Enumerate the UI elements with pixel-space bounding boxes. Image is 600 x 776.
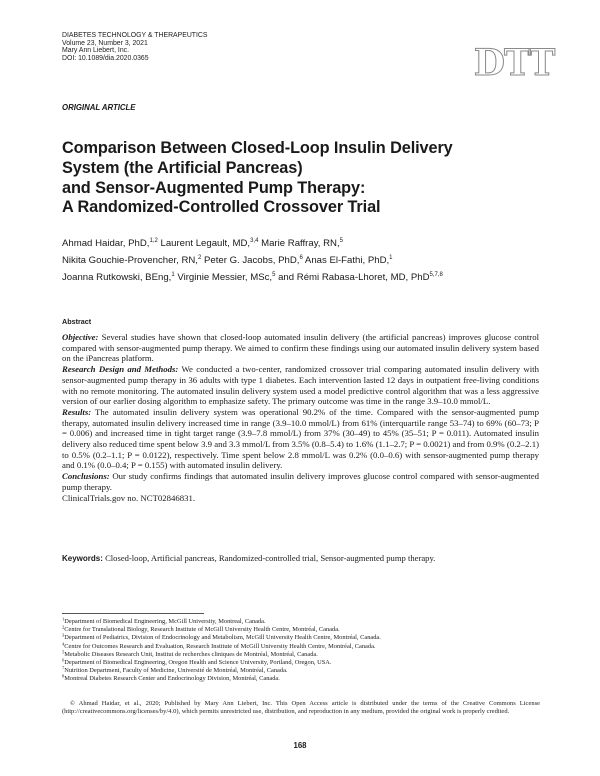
- affiliations: [62, 618, 542, 684]
- affiliation-item: $^3$Department of Pediatrics, Division of Endocrinology and Metabolism, McGill University Health Centre, Montréal, Canada.: [62, 632, 381, 642]
- keywords-label: Keywords:: [62, 554, 103, 563]
- trial-registration: ClinicalTrials.gov no. NCT02846831.: [62, 492, 196, 503]
- author-name: Virginie Messier, MSc,: [177, 271, 273, 283]
- footnote-divider: [62, 613, 204, 614]
- affiliation-item: $^2$Centre for Translational Biology, Research Institute of McGill University Health Centre, Montréal, Canada.: [62, 624, 340, 634]
- affiliation-item: $^1$Department of Biomedical Engineering, McGill University, Montreal, Canada.: [62, 616, 266, 625]
- author-name: Joanna Rutkowski, BEng,: [62, 271, 172, 283]
- title-line: Comparison Between Closed-Loop Insulin Delivery: [62, 139, 453, 157]
- title-line: and Sensor-Augmented Pump Therapy:: [62, 178, 366, 197]
- affiliation-item: $^7$Nutrition Department, Faculty of Medicine, Université de Montréal, Montréal, Canada.: [62, 665, 288, 675]
- design-text: We conducted a two-center, randomized crossover trial comparing automated insulin delivery with sensor-augmented pump therapy in 36 adults with type 1 diabetes. Each intervention lasted 12 days in outpatient free-living conditions with no remote monitoring. The automated insulin delivery system used a model predictive control algorithm that was a less aggressive version of our earlier dosing algorithm to emphasize safety. The primary outcome was time in the range 3.9–10.0 mmol/L.: [62, 364, 539, 407]
- conclusions-text: Our study confirms findings that automated insulin delivery improves glucose control compared with sensor-augmented pump therapy.: [62, 471, 539, 492]
- author-affiliation-ref: 5: [339, 238, 343, 244]
- author-name: Laurent Legault, MD,: [160, 238, 251, 249]
- design-label: Research Design and Methods:: [62, 364, 179, 375]
- abstract-design: [62, 364, 539, 407]
- author-line: [62, 253, 552, 270]
- author-line: [62, 270, 552, 287]
- abstract-heading: Abstract: [62, 317, 92, 326]
- affiliation-item: $^4$Centre for Outcomes Research and Evaluation, Research Institute of McGill University Health Centre, Montréal, Canada.: [62, 641, 376, 650]
- author-affiliation-ref: 5,7,8: [429, 271, 443, 278]
- author-name: Marie Raffray, RN,: [261, 238, 340, 249]
- conclusions-label: Conclusions:: [62, 471, 110, 482]
- author-list: [62, 236, 552, 286]
- author-affiliation-ref: 3,4: [250, 238, 259, 244]
- abstract-body: [62, 332, 539, 503]
- author-line: [62, 236, 552, 253]
- author-name: Ahmad Haidar, PhD,: [62, 238, 150, 249]
- abstract-conclusions: [62, 471, 539, 492]
- journal-volume: Volume 23, Number 3, 2021: [62, 39, 148, 47]
- author-affiliation-ref: 1: [171, 271, 175, 278]
- journal-header: [62, 32, 208, 62]
- keywords: [62, 553, 542, 563]
- article-title: [62, 139, 542, 218]
- journal-logo: [473, 42, 555, 84]
- abstract-results: [62, 407, 539, 471]
- affiliation-item: $^8$Montreal Diabetes Research Center and Endocrinology Division, Montréal, Canada.: [62, 673, 280, 683]
- author-affiliation-ref: 5: [272, 271, 276, 278]
- article-type-label: ORIGINAL ARTICLE: [62, 103, 136, 112]
- author-name: and Rémi Rabasa-Lhoret, MD, PhD: [278, 271, 430, 283]
- author-name: Nikita Gouchie-Provencher, RN,: [62, 254, 198, 266]
- author-affiliation-ref: 2: [197, 254, 202, 261]
- author-affiliation-ref: 1,2: [149, 238, 158, 244]
- author-affiliation-ref: 1: [389, 254, 393, 261]
- license-notice: © Ahmad Haidar, et al., 2020; Published by Mary Ann Liebert, Inc. This Open Access article is distributed under the terms of the Creative Commons License (http://creativecommons.org/licenses/by/4.0), which permits unrestricted use, distribution, and reproduction in any medium, provided the original work is properly credited.: [62, 700, 540, 716]
- article-doi: DOI: 10.1089/dia.2020.0365: [62, 54, 149, 62]
- page-number: 168: [293, 741, 307, 750]
- objective-text: Several studies have shown that closed-loop automated insulin delivery (the artificial pancreas) improves glucose control compared with sensor-augmented pump therapy. We aimed to confirm these findings using our automated insulin delivery system based on the iPancreas platform.: [62, 332, 540, 364]
- title-line: System (the Artificial Pancreas): [62, 158, 303, 177]
- objective-label: Objective:: [62, 332, 99, 342]
- affiliation-item: $^6$Department of Biomedical Engineering, Oregon Health and Science University, Portland, Oregon, USA.: [62, 657, 332, 667]
- journal-name: DIABETES TECHNOLOGY & THERAPEUTICS: [62, 32, 208, 39]
- author-affiliation-ref: 6: [299, 254, 303, 261]
- abstract-objective: [62, 332, 539, 364]
- keywords-text: Closed-loop, Artificial pancreas, Randomized-controlled trial, Sensor-augmented pump therapy.: [105, 553, 436, 563]
- results-label: Results:: [62, 406, 92, 417]
- title-line: A Randomized-Controlled Crossover Trial: [62, 198, 381, 217]
- results-text: The automated insulin delivery system was operational 90.2% of the time. Compared with the sensor-augmented pump therapy, automated insulin delivery increased time in range (3.9–10.0 mmol/L) from 61% (interquartile range 53–74) to 69% (60–73; P = 0.006) and increased time in tight target range (3.9–7.8 mmol/L) from 37% (30–49) to 45% (35–51; P = 0.011). Automated insulin delivery also reduced time spent below 3.9 and 3.3 mmol/L from 3.5% (0.8–5.4) to 1.6% (1.1–2.7; P = 0.0021) and from 0.9% (0.2–2.1) to 0.5% (0.2–1.1; P = 0.0122), respectively. Time spent below 2.8 mmol/L was 0.2% (0.0–0.6) with sensor-augmented pump therapy and 0.1% (0.0–0.4; P = 0.155) with automated insulin delivery.: [62, 406, 539, 471]
- author-name: Peter G. Jacobs, PhD,: [203, 254, 300, 266]
- author-name: Anas El-Fathi, PhD,: [304, 254, 390, 266]
- journal-publisher: Mary Ann Liebert, Inc.: [62, 47, 130, 55]
- affiliation-item: $^5$Metabolic Diseases Research Unit, Institut de recherches cliniques de Montréal, Montréal, Canada.: [62, 649, 318, 658]
- journal-logo-text: DTT: [473, 42, 555, 84]
